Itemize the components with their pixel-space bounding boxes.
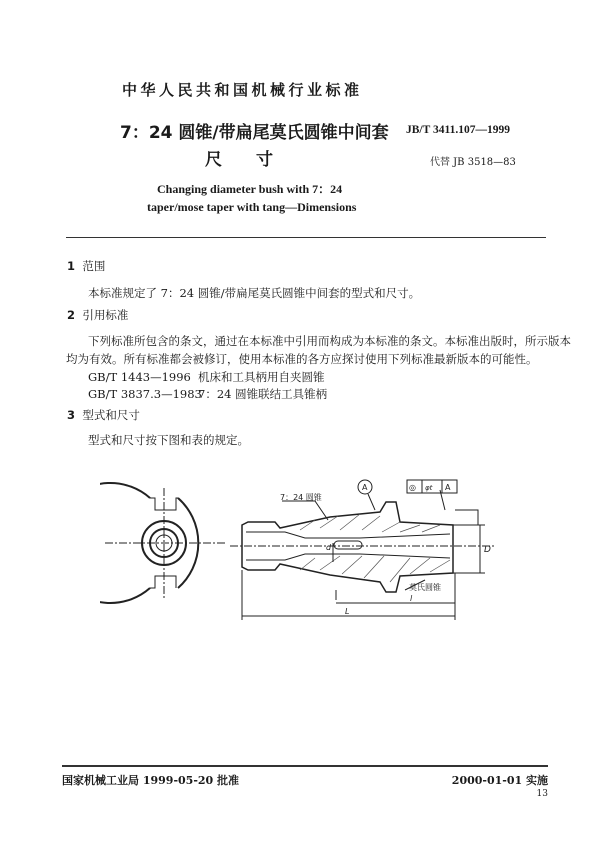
section-1-text: 本标准规定了 7：24 圆锥/带扁尾莫氏圆锥中间套的型式和尺寸。 xyxy=(88,286,421,300)
section-title: 引用标准 xyxy=(82,308,129,322)
morse-taper-label: 莫氏圆锥 xyxy=(409,583,441,592)
standard-number: JB/T 3411.107—1999 xyxy=(406,124,510,136)
standard-category: 中华人民共和国机械行业标准 xyxy=(122,81,363,99)
reference-item xyxy=(88,369,325,385)
end-view xyxy=(100,483,225,603)
section-1-heading xyxy=(67,258,105,274)
section-title: 范围 xyxy=(82,259,106,273)
reference-code: GB/T 1443—1996 xyxy=(88,370,191,384)
datum-label: A xyxy=(362,483,368,492)
section-3-text: 型式和尺寸按下图和表的规定。 xyxy=(88,433,249,447)
taper-leader xyxy=(282,501,328,520)
section-view xyxy=(230,480,495,620)
concentricity-icon: ◎ xyxy=(409,483,416,492)
section-number: 3 xyxy=(67,408,76,422)
document-subtitle: 尺 寸 xyxy=(205,150,273,170)
tolerance-datum: A xyxy=(445,483,451,492)
D-label: D xyxy=(484,545,491,555)
implementation-date: 2000-01-01 实施 xyxy=(451,774,548,787)
D-dimension-line xyxy=(450,525,485,573)
section-2-heading xyxy=(67,307,128,323)
taper-label: 7：24 圆锥 xyxy=(280,493,322,502)
l-label: l xyxy=(410,594,413,603)
replaces-standard: 代替 JB 3518—83 xyxy=(430,157,516,168)
tolerance-leader xyxy=(440,490,478,525)
d-label: d xyxy=(326,543,332,552)
L-label: L xyxy=(345,607,350,616)
section-number: 1 xyxy=(67,259,76,273)
header-rule xyxy=(66,237,546,238)
section-2-text-2: 均为有效。所有标准都会被修订，使用本标准的各方应探讨使用下列标准最新版本的可能性。 xyxy=(66,352,538,366)
footer-rule xyxy=(62,765,548,767)
english-title-1: Changing diameter bush with 7：24 xyxy=(157,182,343,196)
reference-name: 机床和工具柄用自夹圆锥 xyxy=(198,370,325,384)
reference-code: GB/T 3837.3—1983 xyxy=(88,387,202,401)
document-title: 7：24 圆锥/带扁尾莫氏圆锥中间套 xyxy=(120,123,389,143)
page-number: 13 xyxy=(536,789,548,799)
section-2-text-1: 下列标准所包含的条文，通过在本标准中引用而构成为本标准的条文。本标准出版时，所示版本 xyxy=(88,334,571,348)
section-3-heading xyxy=(67,407,140,423)
section-number: 2 xyxy=(67,308,76,322)
reference-item xyxy=(88,386,327,402)
tolerance-value: φt xyxy=(425,484,433,492)
english-title-2: taper/mose taper with tang—Dimensions xyxy=(147,200,357,214)
technical-drawing xyxy=(100,470,520,640)
approval-info: 国家机械工业局 1999-05-20 批准 xyxy=(62,774,240,787)
section-title: 型式和尺寸 xyxy=(82,408,140,422)
reference-name: 7：24 圆锥联结工具锥柄 xyxy=(198,387,328,401)
